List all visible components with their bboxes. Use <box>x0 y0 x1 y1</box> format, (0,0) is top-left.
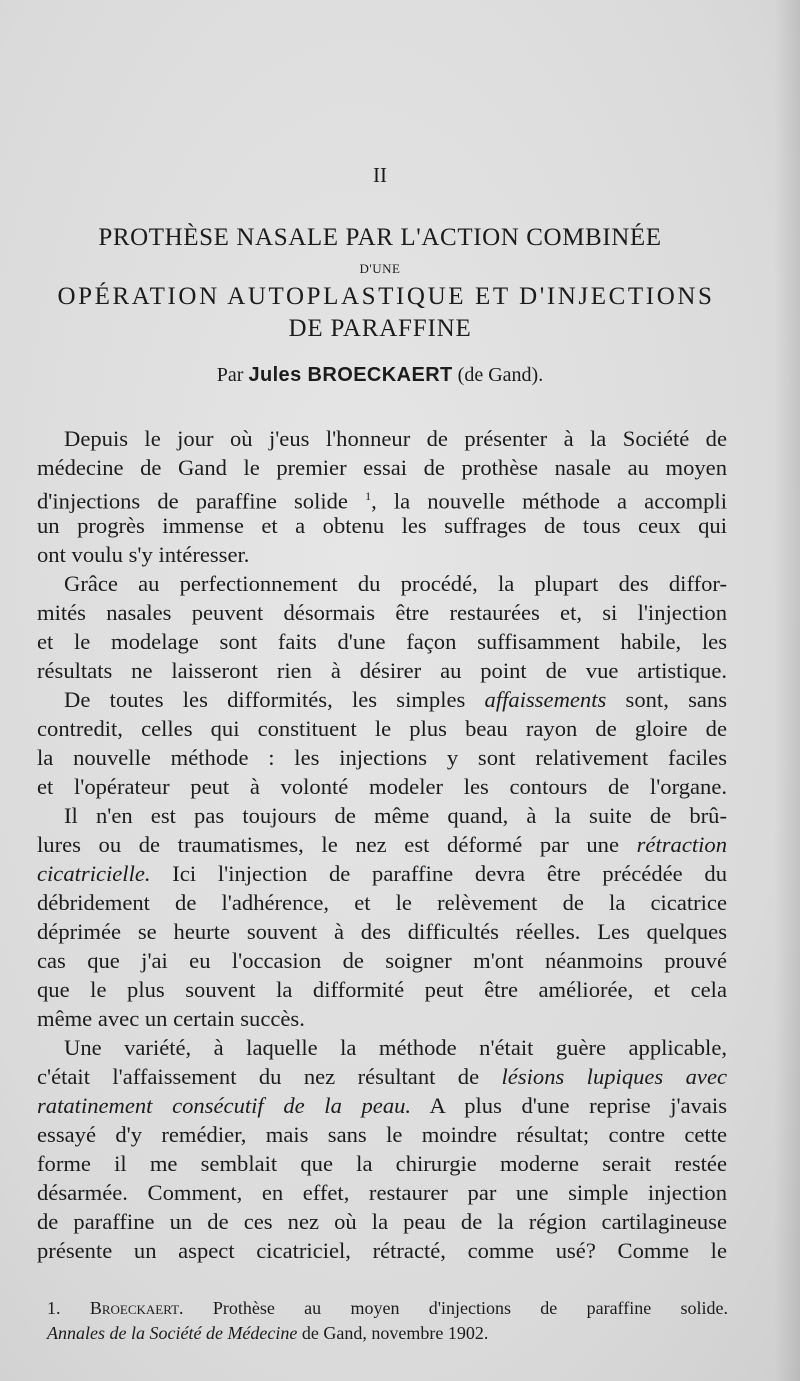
footnote-ref: 1 <box>365 489 372 503</box>
body-italic: rétraction <box>636 832 727 857</box>
body-line: forme il me semblait que la chirurgie moderne serait restée <box>37 1151 727 1176</box>
body-line: contredit, celles qui constituent le plus beau rayon de gloire de <box>37 716 727 741</box>
author-name: Jules BROECKAERT <box>248 364 453 386</box>
section-number: II <box>373 163 387 187</box>
body-line: Une variété, à laquelle la méthode n'était guère applicable, <box>64 1035 727 1060</box>
body-line <box>37 1062 727 1091</box>
body-line: Depuis le jour où j'eus l'honneur de présenter à la Société de <box>64 426 727 451</box>
body-fragment: A plus d'une reprise j'avais <box>411 1093 728 1118</box>
body-line: résultats ne laisseront rien à désirer au point de vue artistique. <box>37 658 727 683</box>
body-fragment: c'était l'affaissement du nez résultant de <box>37 1064 502 1089</box>
body-italic: cicatricielle. <box>37 861 151 886</box>
title-line-4: DE PARAFFINE <box>288 315 472 342</box>
body-line: Grâce au perfectionnement du procédé, la plupart des diffor- <box>64 571 727 596</box>
body-fragment: De toutes les difformités, les simples <box>64 687 485 712</box>
footnote-line <box>47 1321 488 1345</box>
body-line: déprimée se heurte souvent à des difficultés réelles. Les quelques <box>37 919 727 944</box>
footnote-text: Prothèse au moyen d'injections de paraffine solide. <box>212 1298 729 1318</box>
body-line: présente un aspect cicatriciel, rétracté, comme usé? Comme le <box>37 1238 727 1263</box>
body-line: de paraffine un de ces nez où la peau de la région cartilagineuse <box>37 1209 727 1234</box>
body-line <box>37 830 727 859</box>
body-line: même avec un certain succès. <box>37 1006 305 1031</box>
author-suffix: (de Gand). <box>452 364 544 386</box>
footnote-journal: Annales de la Société de Médecine <box>47 1323 298 1343</box>
footnote-line <box>47 1296 728 1320</box>
body-line: la nouvelle méthode : les injections y sont relativement faciles <box>37 745 727 770</box>
author-byline <box>0 364 760 387</box>
body-fragment: , la nouvelle méthode a accompli <box>371 488 727 514</box>
page-edge-shadow <box>774 0 800 1381</box>
body-line <box>64 685 727 714</box>
body-italic: lésions lupiques avec <box>501 1064 727 1089</box>
body-line: un progrès immense et a obtenu les suffrages de tous ceux qui <box>37 513 727 538</box>
body-fragment: d'injections de paraffine solide <box>37 488 366 514</box>
body-line: mités nasales peuvent désormais être restaurées et, si l'injection <box>37 600 727 625</box>
title-line-2: D'UNE <box>359 261 401 276</box>
body-line: cas que j'ai eu l'occasion de soigner m'ont néanmoins prouvé <box>37 948 727 973</box>
body-line: médecine de Gand le premier essai de prothèse nasale au moyen <box>37 455 727 480</box>
body-fragment: sont, sans <box>606 687 727 712</box>
body-line: ont voulu s'y intéresser. <box>37 542 250 567</box>
body-line: Il n'en est pas toujours de même quand, à la suite de brû- <box>64 803 727 828</box>
body-line: et l'opérateur peut à volonté modeler les contours de l'organe. <box>37 774 727 799</box>
body-italic: affaissements <box>484 687 607 712</box>
footnote-author: Broeckaert. <box>89 1298 184 1318</box>
body-fragment: lures ou de traumatismes, le nez est déformé par une <box>37 832 637 857</box>
footnote-text: de Gand, novembre 1902. <box>297 1323 489 1343</box>
body-line <box>37 859 727 888</box>
body-line: essayé d'y remédier, mais sans le moindre résultat; contre cette <box>37 1122 727 1147</box>
body-line: et le modelage sont faits d'une façon suffisamment habile, les <box>37 629 727 654</box>
title-line-3: OPÉRATION AUTOPLASTIQUE ET D'INJECTIONS <box>57 283 715 310</box>
body-line: que le plus souvent la difformité peut être améliorée, et cela <box>37 977 727 1002</box>
body-italic: ratatinement consécutif de la peau. <box>37 1093 412 1118</box>
title-line-1: PROTHÈSE NASALE PAR L'ACTION COMBINÉE <box>98 224 662 251</box>
author-prefix: Par <box>216 364 249 386</box>
body-line <box>37 482 727 514</box>
body-line <box>37 1091 727 1120</box>
body-line: débridement de l'adhérence, et le relèvement de la cicatrice <box>37 890 727 915</box>
footnote-number: 1. <box>47 1298 61 1318</box>
body-fragment: Ici l'injection de paraffine devra être précédée du <box>150 861 727 886</box>
body-line: désarmée. Comment, en effet, restaurer par une simple injection <box>37 1180 727 1205</box>
